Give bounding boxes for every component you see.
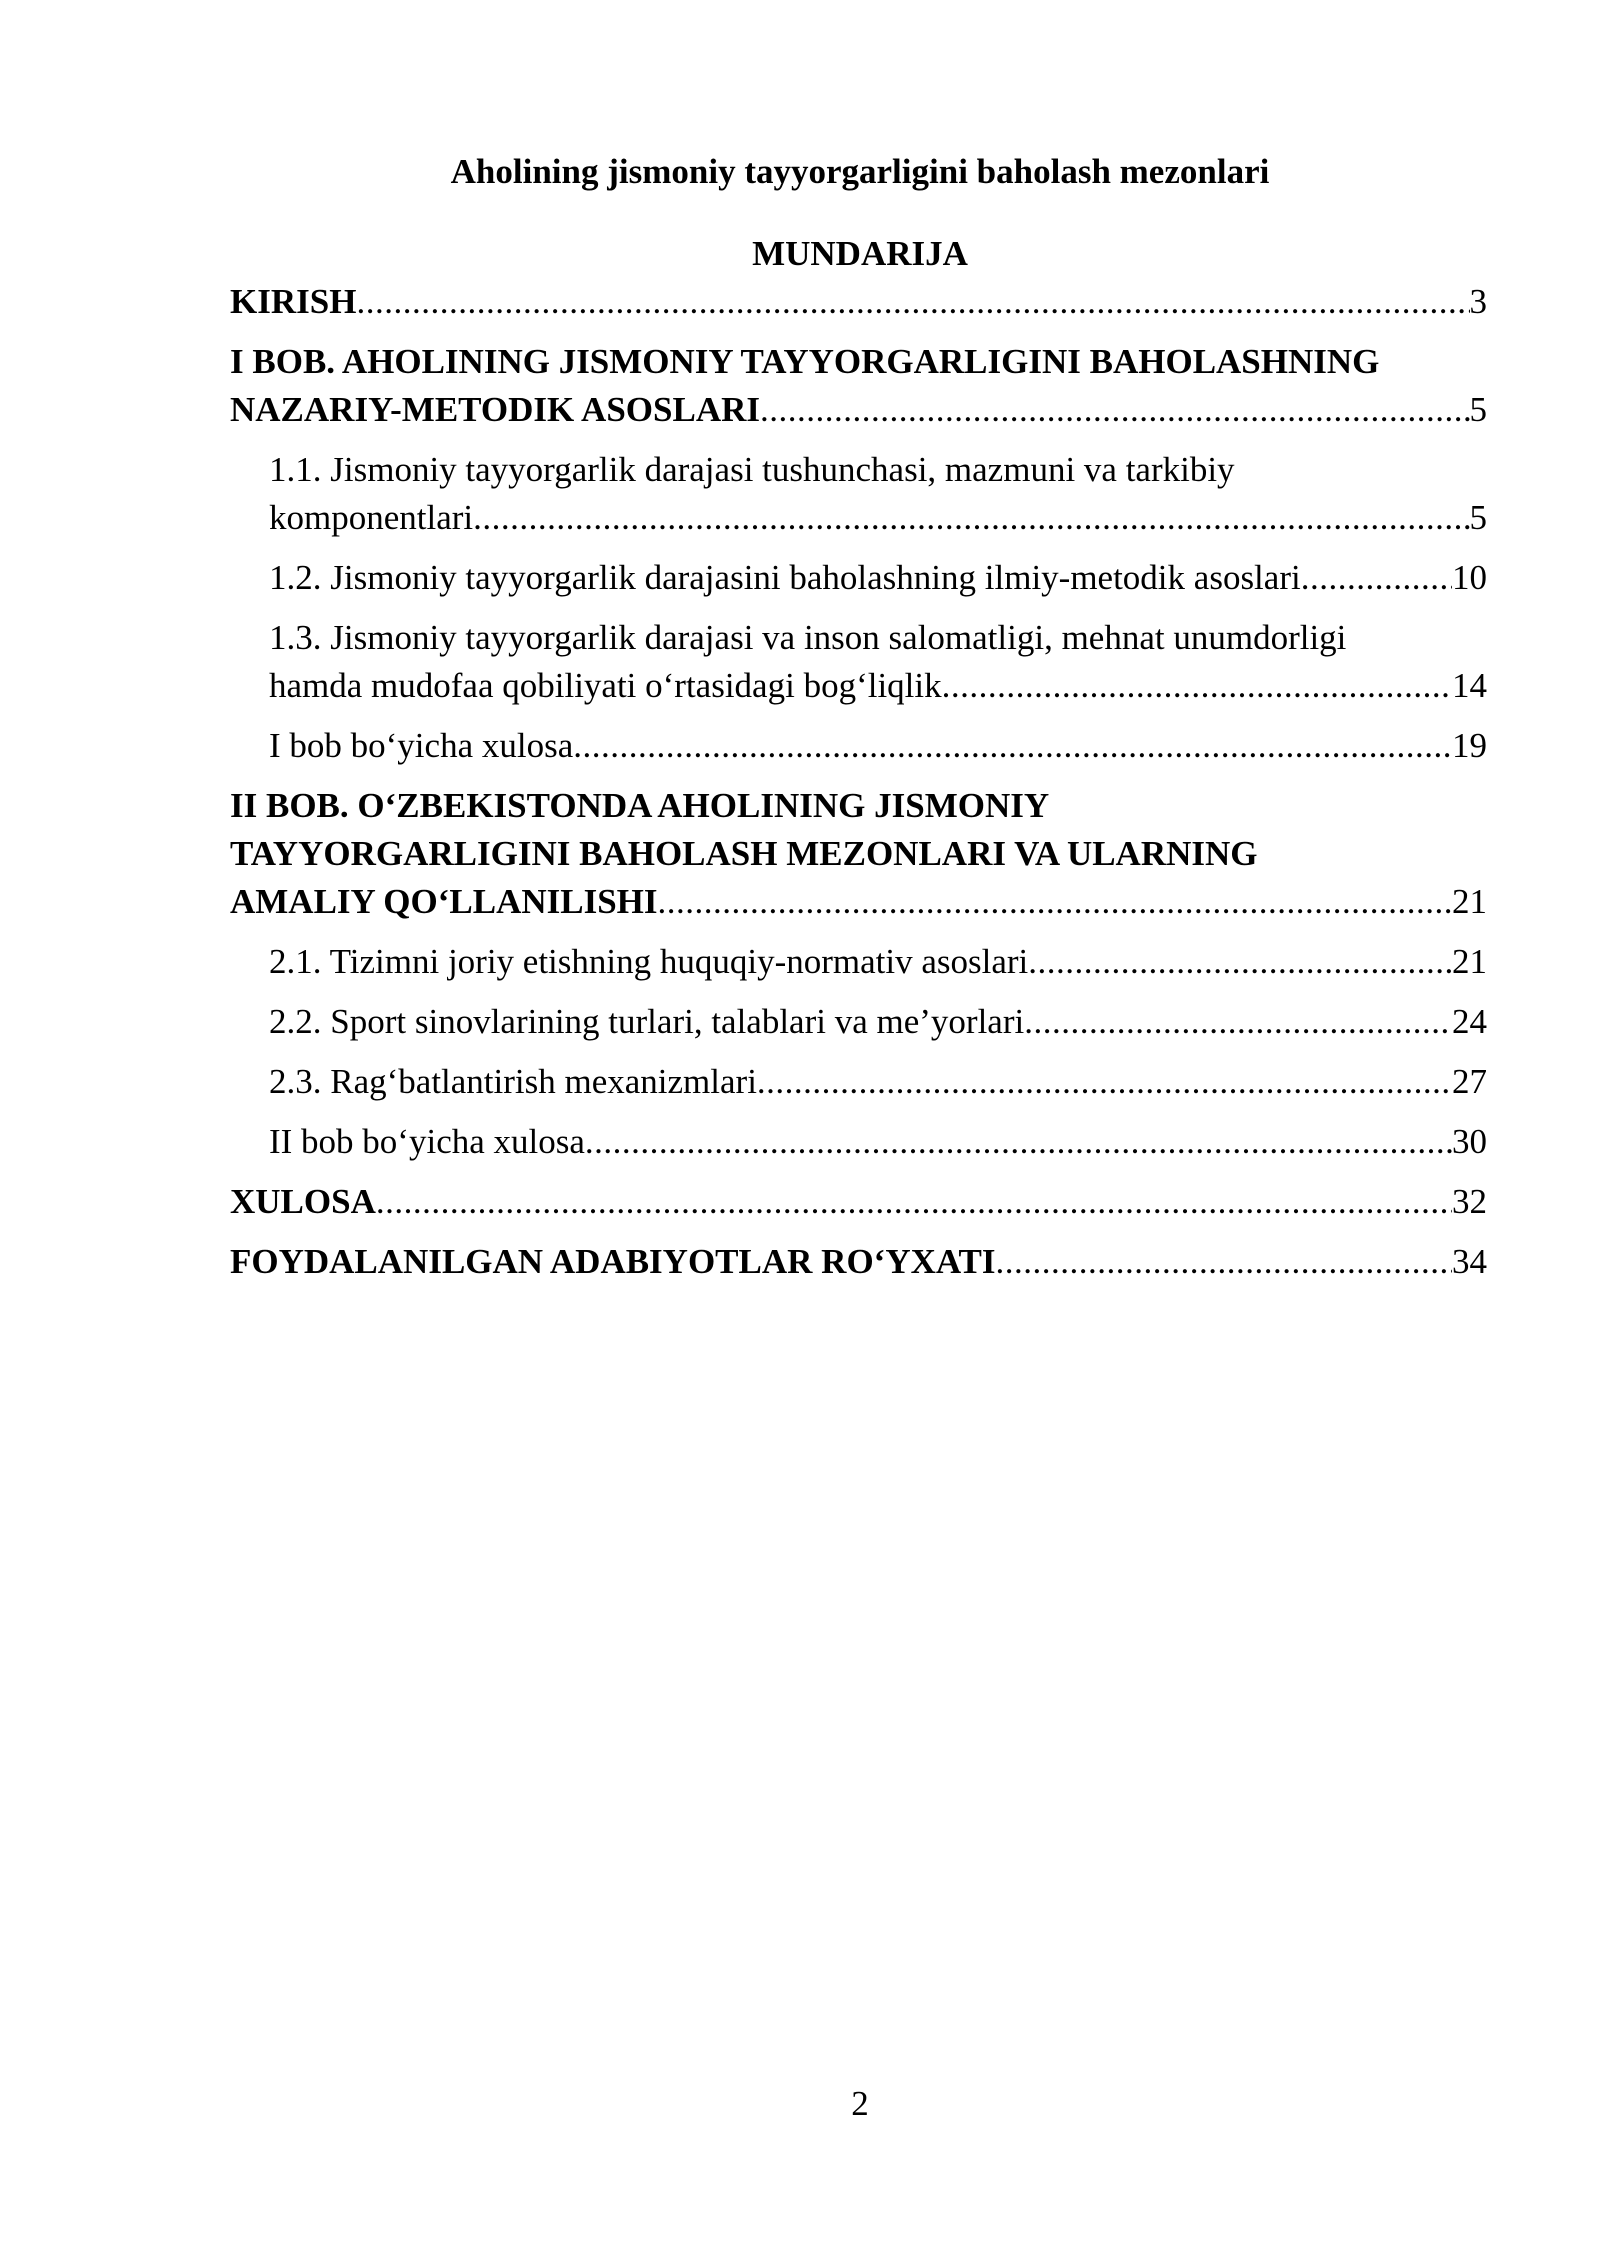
toc-entry-text: hamda mudofaa qobiliyati o‘rtasidagi bog‘liqlik [269, 666, 942, 705]
toc-page-number: 27 [1452, 1062, 1487, 1101]
toc-entry-text: komponentlari [269, 498, 474, 537]
toc-page-number: 19 [1452, 726, 1487, 765]
dot-leader [356, 278, 1469, 326]
toc-entry-row [269, 662, 1487, 710]
toc-entry-text: I bob bo‘yicha xulosa [269, 726, 574, 765]
toc-entry-row [269, 998, 1487, 1046]
toc-entry-row [269, 554, 1487, 602]
toc-chapter-entry[interactable] [230, 782, 1487, 926]
toc-entry-text: XULOSA [230, 1182, 376, 1221]
toc-chapter-entry[interactable] [230, 1178, 1487, 1226]
toc-chapter-entry[interactable] [230, 278, 1487, 326]
toc-page-number: 14 [1452, 666, 1487, 705]
toc-entry-text: 1.1. Jismoniy tayyorgarlik darajasi tushunchasi, mazmuni va tarkibiy [269, 450, 1235, 489]
toc-section-entry[interactable] [230, 446, 1487, 542]
dot-leader [942, 662, 1452, 710]
document-title: Aholining jismoniy tayyorgarligini baholash mezonlari [450, 152, 1270, 191]
dot-leader [1028, 938, 1452, 986]
dot-leader [473, 494, 1469, 542]
toc-entry-row [230, 386, 1487, 434]
toc-page-number: 21 [1452, 882, 1487, 921]
toc-entry-row [269, 494, 1487, 542]
dot-leader [757, 1058, 1452, 1106]
toc-entry-text: TAYYORGARLIGINI BAHOLASH MEZONLARI VA ULARNING [230, 834, 1258, 873]
toc-page-number: 30 [1452, 1122, 1487, 1161]
toc-entry-text: FOYDALANILGAN ADABIYOTLAR RO‘YXATI [230, 1242, 996, 1281]
toc-entry-text: I BOB. AHOLINING JISMONIY TAYYORGARLIGINI BAHOLASHNING [230, 342, 1380, 381]
toc-page-number: 32 [1452, 1182, 1487, 1221]
toc-entry-text: NAZARIY-METODIK ASOSLARI [230, 390, 760, 429]
dot-leader [573, 722, 1452, 770]
dot-leader [658, 878, 1452, 926]
toc-section-entry[interactable] [230, 938, 1487, 986]
dot-leader [1301, 554, 1452, 602]
toc-section-entry[interactable] [230, 614, 1487, 710]
toc-page-number: 34 [1452, 1242, 1487, 1281]
dot-leader [1024, 998, 1452, 1046]
toc-page-number: 5 [1469, 390, 1487, 429]
toc-entry-text: 1.3. Jismoniy tayyorgarlik darajasi va inson salomatligi, mehnat unumdorligi [269, 618, 1347, 657]
table-of-contents [230, 278, 1487, 1286]
toc-page-number: 5 [1469, 498, 1487, 537]
toc-entry-row [230, 278, 1487, 326]
toc-page-number: 24 [1452, 1002, 1487, 1041]
toc-page-number: 3 [1469, 282, 1487, 321]
toc-entry-row [269, 938, 1487, 986]
toc-entry-row [230, 878, 1487, 926]
page-number: 2 [851, 2084, 869, 2123]
dot-leader [996, 1238, 1452, 1286]
toc-entry-text: 2.2. Sport sinovlarining turlari, talablari va me’yorlari [269, 1002, 1025, 1041]
toc-entry-text: 2.3. Rag‘batlantirish mexanizmlari [269, 1062, 757, 1101]
toc-entry-text: KIRISH [230, 282, 357, 321]
toc-section-entry[interactable] [230, 1118, 1487, 1166]
toc-entry-row [269, 722, 1487, 770]
toc-entry-text: II bob bo‘yicha xulosa [269, 1122, 585, 1161]
toc-chapter-entry[interactable] [230, 1238, 1487, 1286]
toc-section-entry[interactable] [230, 998, 1487, 1046]
toc-section-entry[interactable] [230, 722, 1487, 770]
toc-entry-row [230, 1238, 1487, 1286]
dot-leader [760, 386, 1470, 434]
toc-entry-row [269, 1118, 1487, 1166]
toc-section-entry[interactable] [230, 1058, 1487, 1106]
toc-entry-row [230, 1178, 1487, 1226]
dot-leader [585, 1118, 1452, 1166]
toc-chapter-entry[interactable] [230, 338, 1487, 434]
toc-page-number: 10 [1452, 558, 1487, 597]
toc-section-entry[interactable] [230, 554, 1487, 602]
toc-entry-text: AMALIY QO‘LLANILISHI [230, 882, 658, 921]
toc-page-number: 21 [1452, 942, 1487, 981]
dot-leader [376, 1178, 1452, 1226]
toc-entry-text: 2.1. Tizimni joriy etishning huquqiy-normativ asoslari [269, 942, 1029, 981]
toc-entry-row [269, 1058, 1487, 1106]
toc-heading: MUNDARIJA [752, 234, 968, 273]
toc-entry-text: 1.2. Jismoniy tayyorgarlik darajasini baholashning ilmiy-metodik asoslari [269, 558, 1301, 597]
toc-entry-text: II BOB. O‘ZBEKISTONDA AHOLINING JISMONIY [230, 786, 1050, 825]
